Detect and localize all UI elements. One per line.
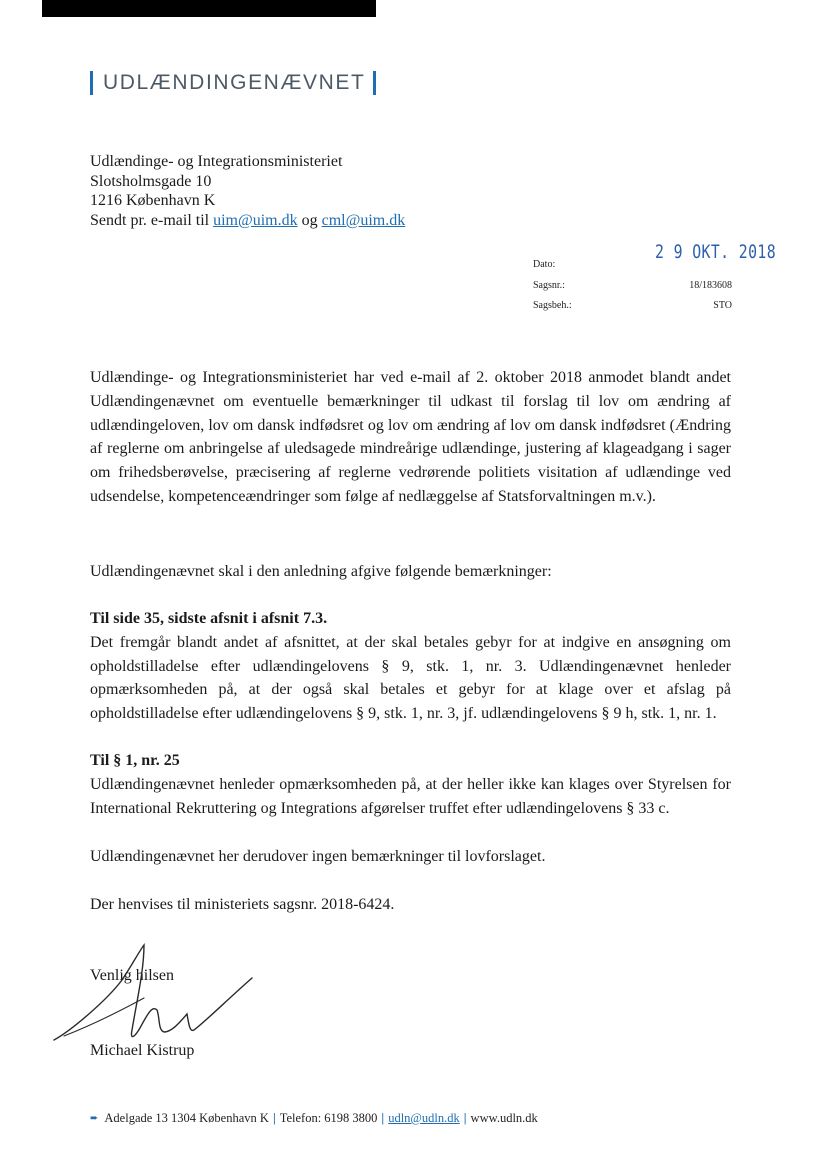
paragraph-no-further-remarks: Udlændingenævnet her derudover ingen bemærkninger til lovforslaget. (90, 848, 546, 865)
dato-label: Dato: (533, 259, 556, 270)
footer (90, 1111, 538, 1126)
body-paragraph-6 (90, 893, 731, 917)
recipient-city: 1216 København K (90, 192, 216, 210)
body-paragraph-5 (90, 845, 731, 869)
logo-text: UDLÆNDINGENÆVNET (103, 71, 366, 94)
recipient-email-line (90, 211, 405, 231)
section-side-35 (90, 607, 731, 726)
logo-bar-left (90, 71, 93, 95)
footer-phone: Telefon: 6198 3800 (279, 1111, 378, 1125)
signer-name: Michael Kistrup (90, 1042, 195, 1059)
paragraph-case-reference: Der henvises til ministeriets sagsnr. 2018-6424. (90, 896, 395, 913)
body-paragraph-1 (90, 366, 731, 509)
sagsbeh-label: Sagsbeh.: (533, 300, 572, 311)
arrow-right-icon: ➨ (90, 1113, 99, 1124)
redaction-bar (42, 0, 376, 17)
paragraph-request: Udlændinge- og Integrationsministeriet har ved e-mail af 2. oktober 2018 anmodet blandt andet Udlændingenævnet om eventuelle bemærkninger til udkast til forslag til lov om ændring af udlændingeloven, lov om dansk indfødsret og lov om ændring af lov om dansk indfødsret (Ændring af reglerne om anbringelse af uledsagede mindreårige udlændinge, justering af klageadgang i sager om frihedsberøvelse, præcisering af reglerne vedrørende politiets visitation af udlændinge ved udsendelse, kompetenceændringer som følge af nedlæggelse af Statsforvaltningen m.v.). (90, 369, 731, 505)
paragraph-intro-remarks: Udlændingenævnet skal i den anledning afgive følgende bemærkninger: (90, 563, 552, 580)
footer-separator: | (272, 1111, 276, 1125)
footer-email-link[interactable]: udln@udln.dk (388, 1111, 460, 1125)
recipient-name: Udlændinge- og Integrationsministeriet (90, 153, 343, 170)
sagsnr-label: Sagsnr.: (533, 280, 565, 291)
sent-prefix: Sendt pr. e-mail til (90, 211, 210, 229)
logo (90, 68, 376, 98)
footer-website[interactable]: www.udln.dk (470, 1111, 538, 1125)
email-link-uim[interactable]: uim@uim.dk (213, 211, 298, 229)
section-heading-1-25: Til § 1, nr. 25 (90, 752, 180, 769)
logo-bar-right (373, 71, 376, 95)
handwritten-signature (52, 940, 262, 1050)
closing-greeting: Venlig hilsen (90, 967, 174, 984)
footer-separator: | (463, 1111, 467, 1125)
sagsbeh-value: STO (713, 300, 732, 311)
paragraph-fee-remark: Det fremgår blandt andet af afsnittet, at der skal betales gebyr for at indgive en ansøgning om opholdstilladelse efter udlændingelovens § 9, stk. 1, nr. 3. Udlændingenævnet henleder opmærksomheden på, at der også skal betales et gebyr for at klage over et afslag på opholdstilladelse efter udlændingelovens § 9, stk. 1, nr. 3, jf. udlændingelovens § 9 h, stk. 1, nr. 1. (90, 633, 731, 723)
footer-separator: | (381, 1111, 385, 1125)
recipient-address (90, 152, 405, 230)
footer-address: Adelgade 13 1304 København K (104, 1111, 269, 1125)
sagsnr-value: 18/183608 (689, 280, 732, 291)
paragraph-appeal-remark: Udlændingenævnet henleder opmærksomheden på, at der heller ikke kan klages over Styrelsen for International Rekruttering og Integrations afgørelser truffet efter udlændingelovens § 33 c. (90, 775, 731, 817)
section-heading-side-35: Til side 35, sidste afsnit i afsnit 7.3. (90, 610, 328, 627)
date-stamp: 2 9 OKT. 2018 (655, 241, 777, 263)
body-paragraph-2 (90, 560, 731, 584)
email-link-cml[interactable]: cml@uim.dk (321, 211, 406, 229)
section-paragraph-1-25 (90, 749, 731, 820)
recipient-street: Slotsholmsgade 10 (90, 172, 212, 190)
email-connector: og (301, 211, 318, 229)
